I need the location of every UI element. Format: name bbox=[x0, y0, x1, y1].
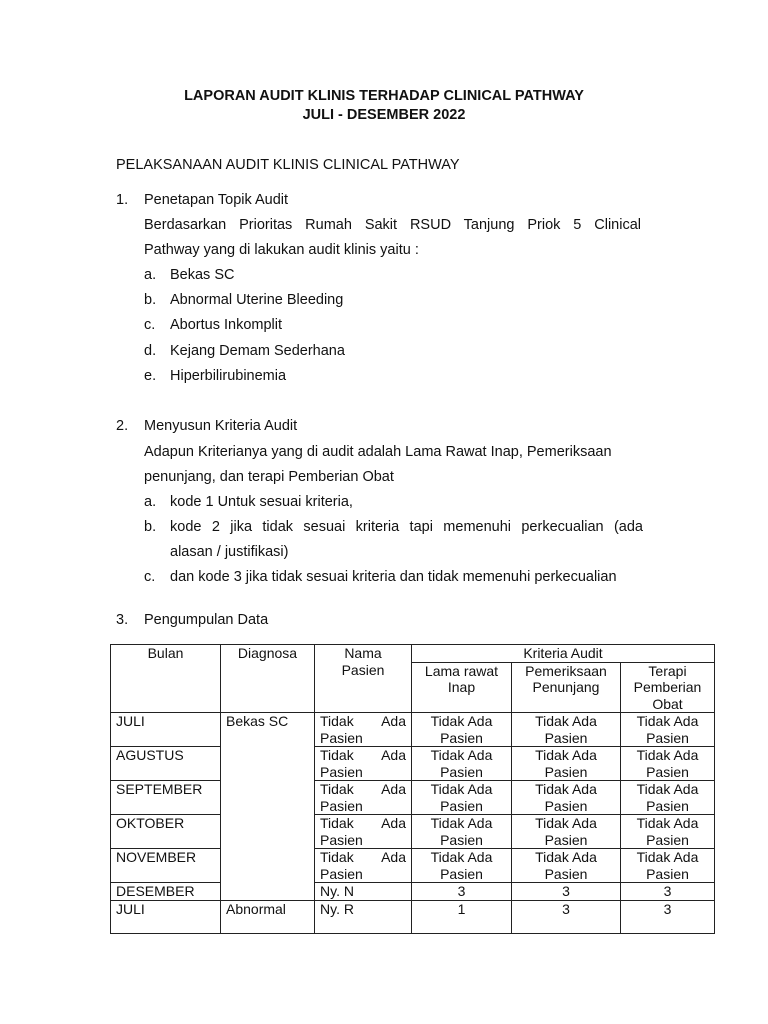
list-item-marker: c. bbox=[144, 317, 156, 333]
pasien-text: Pasien bbox=[440, 865, 483, 882]
bulan-text: JULI bbox=[116, 900, 145, 917]
header-diagnosa bbox=[221, 645, 315, 713]
cell-terapi bbox=[621, 713, 715, 747]
table-header-row bbox=[111, 645, 715, 663]
pasien-word: Pasien bbox=[320, 865, 363, 882]
cell-pemeriksaan bbox=[512, 713, 621, 747]
header-kriteria-label: Kriteria Audit bbox=[523, 645, 603, 661]
pasien-text: Pasien bbox=[646, 865, 689, 882]
tidak-word: Tidak bbox=[320, 781, 354, 797]
table-row bbox=[111, 815, 715, 849]
cell-pemeriksaan bbox=[512, 900, 621, 933]
bulan-text: JULI bbox=[116, 713, 145, 729]
list-item-marker: d. bbox=[144, 343, 157, 359]
list-item-text: Hiperbilirubinemia bbox=[170, 368, 287, 384]
cell-nama bbox=[315, 900, 412, 933]
table-row bbox=[111, 900, 715, 933]
code-value: 3 bbox=[562, 900, 570, 917]
cell-pemeriksaan bbox=[512, 883, 621, 901]
header-terapi-line1: Terapi bbox=[648, 662, 687, 679]
code-value: 3 bbox=[562, 883, 570, 899]
ada-word: Ada bbox=[381, 815, 406, 831]
cell-terapi bbox=[621, 883, 715, 901]
pasien-text: Pasien bbox=[544, 797, 588, 814]
bulan-text: OKTOBER bbox=[116, 815, 185, 831]
cell-lama-rawat bbox=[412, 713, 512, 747]
list-item-continuation: alasan / justifikasi) bbox=[170, 544, 289, 560]
cell-diagnosa bbox=[221, 900, 315, 933]
cell-bulan bbox=[111, 883, 221, 901]
list-item-text: kode 2 jika tidak sesuai kriteria tapi memenuhi perkecualian (ada bbox=[170, 519, 643, 535]
code-value: 1 bbox=[457, 900, 466, 917]
tidak-word: Tidak bbox=[320, 849, 354, 865]
cell-bulan bbox=[111, 849, 221, 883]
pasien-text: Pasien bbox=[544, 865, 588, 882]
cell-diagnosa bbox=[221, 713, 315, 901]
code-value: 3 bbox=[663, 900, 672, 917]
cell-terapi bbox=[621, 781, 715, 815]
tidak-ada-text: Tidak Ada bbox=[430, 747, 493, 763]
pasien-word: Pasien bbox=[320, 763, 363, 780]
list-item-text: Kejang Demam Sederhana bbox=[170, 343, 345, 359]
cell-nama bbox=[315, 781, 412, 815]
cell-lama-rawat bbox=[412, 849, 512, 883]
section2-paragraph-line1: Adapun Kriterianya yang di audit adalah Lama Rawat Inap, Pemeriksaan bbox=[144, 444, 612, 460]
pasien-word: Pasien bbox=[320, 831, 363, 848]
cell-lama-rawat bbox=[412, 781, 512, 815]
cell-pemeriksaan bbox=[512, 849, 621, 883]
code-value: 3 bbox=[663, 883, 672, 899]
list-item-marker: c. bbox=[144, 569, 156, 585]
section1-heading: Penetapan Topik Audit bbox=[144, 192, 289, 208]
ada-word: Ada bbox=[381, 849, 406, 865]
tidak-word: Tidak bbox=[320, 747, 354, 763]
header-kriteria-audit bbox=[412, 645, 715, 663]
section2-paragraph-line2: penunjang, dan terapi Pemberian Obat bbox=[144, 469, 394, 485]
header-lama-rawat bbox=[412, 662, 512, 713]
page-title-line2: JULI - DESEMBER 2022 bbox=[302, 107, 466, 123]
tidak-word: Tidak bbox=[320, 815, 354, 831]
section2-heading: Menyusun Kriteria Audit bbox=[144, 418, 298, 434]
header-nama-line1: Nama bbox=[344, 645, 382, 661]
cell-lama-rawat bbox=[412, 883, 512, 901]
pasien-text: Pasien bbox=[544, 729, 588, 746]
list-item-text: Abnormal Uterine Bleeding bbox=[170, 292, 344, 308]
header-terapi-line2: Pemberian bbox=[633, 679, 702, 695]
tidak-ada-text: Tidak Ada bbox=[636, 781, 699, 797]
pasien-word: Pasien bbox=[320, 797, 363, 814]
cell-lama-rawat bbox=[412, 815, 512, 849]
list-item-marker: a. bbox=[144, 494, 157, 510]
tidak-ada-text: Tidak Ada bbox=[636, 849, 699, 865]
bulan-text: SEPTEMBER bbox=[116, 781, 203, 797]
header-pemeriksaan bbox=[512, 662, 621, 713]
tidak-word: Tidak bbox=[320, 713, 354, 729]
cell-lama-rawat bbox=[412, 747, 512, 781]
cell-terapi bbox=[621, 849, 715, 883]
section3-number: 3. bbox=[116, 612, 129, 628]
bulan-text: DESEMBER bbox=[116, 883, 195, 899]
cell-nama bbox=[315, 747, 412, 781]
table-row bbox=[111, 883, 715, 901]
tidak-ada-text: Tidak Ada bbox=[430, 849, 493, 865]
header-pemeriksaan-line2: Penunjang bbox=[532, 679, 600, 695]
tidak-ada-text: Tidak Ada bbox=[535, 815, 597, 831]
pasien-text: Pasien bbox=[646, 763, 689, 780]
cell-bulan bbox=[111, 815, 221, 849]
header-bulan bbox=[111, 645, 221, 713]
pasien-word: Pasien bbox=[320, 729, 363, 746]
audit-data-table bbox=[110, 644, 715, 934]
cell-nama bbox=[315, 849, 412, 883]
section-heading: PELAKSANAAN AUDIT KLINIS CLINICAL PATHWAY bbox=[116, 157, 460, 173]
list-item-marker: b. bbox=[144, 292, 157, 308]
table-row bbox=[111, 713, 715, 747]
table-row bbox=[111, 747, 715, 781]
header-terapi bbox=[621, 662, 715, 713]
list-item-text: kode 1 Untuk sesuai kriteria, bbox=[170, 494, 353, 510]
pasien-text: Pasien bbox=[646, 729, 689, 746]
header-nama-line2: Pasien bbox=[341, 661, 385, 678]
pasien-text: Pasien bbox=[646, 797, 689, 814]
pasien-text: Pasien bbox=[440, 763, 483, 780]
nama-text: Ny. N bbox=[320, 883, 354, 899]
diagnosa-text: Bekas SC bbox=[226, 713, 289, 729]
cell-pemeriksaan bbox=[512, 747, 621, 781]
header-pemeriksaan-line1: Pemeriksaan bbox=[525, 662, 607, 679]
table-row bbox=[111, 781, 715, 815]
tidak-ada-text: Tidak Ada bbox=[430, 815, 493, 831]
bulan-text: NOVEMBER bbox=[116, 849, 197, 865]
cell-nama bbox=[315, 883, 412, 901]
cell-nama bbox=[315, 713, 412, 747]
section1-number: 1. bbox=[116, 192, 129, 208]
cell-bulan bbox=[111, 900, 221, 933]
pasien-text: Pasien bbox=[544, 763, 588, 780]
cell-bulan bbox=[111, 781, 221, 815]
pasien-text: Pasien bbox=[440, 797, 483, 814]
list-item-text: Abortus Inkomplit bbox=[170, 317, 283, 333]
tidak-ada-text: Tidak Ada bbox=[430, 781, 493, 797]
cell-lama-rawat bbox=[412, 900, 512, 933]
ada-word: Ada bbox=[381, 713, 406, 729]
tidak-ada-text: Tidak Ada bbox=[430, 713, 493, 729]
pasien-text: Pasien bbox=[544, 831, 588, 848]
code-value: 3 bbox=[457, 883, 466, 899]
section1-paragraph-line2: Pathway yang di lakukan audit klinis yaitu : bbox=[144, 242, 419, 258]
pasien-text: Pasien bbox=[440, 729, 483, 746]
list-item-marker: e. bbox=[144, 368, 157, 384]
cell-terapi bbox=[621, 900, 715, 933]
section3-heading: Pengumpulan Data bbox=[144, 612, 269, 628]
cell-pemeriksaan bbox=[512, 815, 621, 849]
cell-terapi bbox=[621, 747, 715, 781]
header-lama-line1: Lama rawat bbox=[424, 662, 499, 679]
pasien-text: Pasien bbox=[440, 831, 483, 848]
ada-word: Ada bbox=[381, 747, 406, 763]
tidak-ada-text: Tidak Ada bbox=[535, 747, 597, 763]
ada-word: Ada bbox=[381, 781, 406, 797]
cell-pemeriksaan bbox=[512, 781, 621, 815]
list-item-text: dan kode 3 jika tidak sesuai kriteria dan tidak memenuhi perkecualian bbox=[170, 569, 617, 585]
list-item-marker: a. bbox=[144, 267, 157, 283]
table-row bbox=[111, 849, 715, 883]
cell-terapi bbox=[621, 815, 715, 849]
tidak-ada-text: Tidak Ada bbox=[636, 747, 699, 763]
section2-number: 2. bbox=[116, 418, 129, 434]
section1-paragraph-line1: Berdasarkan Prioritas Rumah Sakit RSUD Tanjung Priok 5 Clinical bbox=[144, 217, 641, 233]
header-terapi-line3: Obat bbox=[652, 695, 683, 712]
header-bulan-label: Bulan bbox=[147, 645, 184, 661]
page-title-line1: LAPORAN AUDIT KLINIS TERHADAP CLINICAL PATHWAY bbox=[184, 88, 584, 104]
cell-bulan bbox=[111, 747, 221, 781]
cell-bulan bbox=[111, 713, 221, 747]
tidak-ada-text: Tidak Ada bbox=[636, 713, 699, 729]
tidak-ada-text: Tidak Ada bbox=[636, 815, 699, 831]
diagnosa-text: Abnormal bbox=[226, 900, 286, 917]
tidak-ada-text: Tidak Ada bbox=[535, 781, 597, 797]
tidak-ada-text: Tidak Ada bbox=[535, 713, 597, 729]
header-lama-line2: Inap bbox=[447, 679, 476, 695]
pasien-text: Pasien bbox=[646, 831, 689, 848]
header-nama-pasien bbox=[315, 645, 412, 713]
list-item-text: Bekas SC bbox=[170, 267, 235, 283]
bulan-text: AGUSTUS bbox=[116, 747, 184, 763]
nama-text: Ny. R bbox=[320, 900, 354, 917]
header-diagnosa-label: Diagnosa bbox=[237, 645, 298, 661]
tidak-ada-text: Tidak Ada bbox=[535, 849, 597, 865]
list-item-marker: b. bbox=[144, 519, 157, 535]
cell-nama bbox=[315, 815, 412, 849]
